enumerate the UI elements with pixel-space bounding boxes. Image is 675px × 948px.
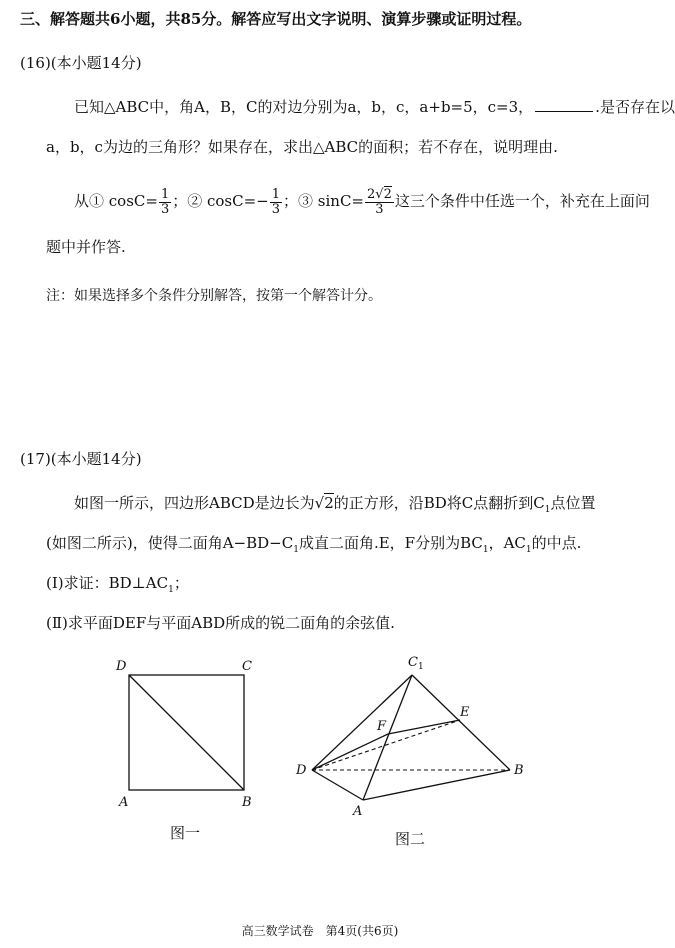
q17-line2-sub2: 1 xyxy=(482,545,489,555)
edge-ab xyxy=(363,770,510,800)
q17-line2-text-d: 的中点. xyxy=(531,534,582,552)
q17-line2-text-b: 成直二面角.E，F分别为BC xyxy=(298,534,483,552)
q16-note: 注：如果选择多个条件分别解答，按第一个解答计分。 xyxy=(46,288,382,304)
fig2-label-c1-sub: 1 xyxy=(417,662,424,672)
q16-line2: a，b，c为边的三角形？如果存在，求出△ABC的面积；若不存在，说明理由. xyxy=(46,138,558,156)
q16-frac3-num: 2√2 xyxy=(367,186,392,202)
q16-fraction-1 xyxy=(159,188,171,217)
q16-line4: 题中并作答. xyxy=(46,238,126,256)
q16-frac1-num: 1 xyxy=(160,186,170,202)
q17-line2-text-c: ，AC xyxy=(488,534,526,552)
q16-line1-text-b: .是否存在以 xyxy=(595,98,675,116)
fig1-label-b: B xyxy=(242,795,252,810)
fig2-label-c1 xyxy=(408,655,424,672)
q17-part1-sub: 1 xyxy=(168,585,174,595)
q17-line2-sub3: 1 xyxy=(525,545,532,555)
q16-line3 xyxy=(74,184,650,218)
figure-2-caption: 图二 xyxy=(395,830,426,848)
q16-frac3-coef: 2 xyxy=(367,186,376,202)
edge-fe xyxy=(388,720,460,734)
q16-fraction-2 xyxy=(270,188,282,217)
q17-part1 xyxy=(46,572,189,601)
q16-answer-blank xyxy=(535,97,593,112)
q16-frac2-den: 3 xyxy=(271,201,281,217)
fig2-label-d: D xyxy=(296,763,307,778)
q16-cond3-text: ；③ sinC= xyxy=(283,192,365,210)
fig2-label-a: A xyxy=(353,804,363,819)
q17-line2 xyxy=(46,532,581,561)
edge-da xyxy=(312,770,363,800)
diagonal-bd xyxy=(129,675,244,790)
q17-line1-sub: 1 xyxy=(544,505,551,515)
edge-bc1 xyxy=(412,675,510,770)
q17-header: (17)(本小题14分) xyxy=(20,450,142,468)
q17-part1-text-b: ； xyxy=(173,574,189,592)
q16-frac1-den: 3 xyxy=(160,201,170,217)
q16-frac2-num: 1 xyxy=(271,186,281,202)
figure-1-square xyxy=(108,652,268,812)
edge-ac1 xyxy=(363,675,412,800)
q16-line1 xyxy=(74,96,675,118)
q17-line1-text-a: 如图一所示，四边形ABCD是边长为 xyxy=(74,494,315,512)
figure-2-tetrahedron xyxy=(290,650,540,830)
q16-frac3-root: 2 xyxy=(383,186,392,202)
section-heading: 三、解答题共6小题，共85分。解答应写出文字说明、演算步骤或证明过程。 xyxy=(20,10,532,28)
q16-cond2-text: ；② cosC=− xyxy=(172,192,269,210)
q17-part1-text-a: (Ⅰ)求证：BD⊥AC xyxy=(46,574,169,592)
edge-dc1 xyxy=(312,675,412,770)
fig2-label-b: B xyxy=(514,763,524,778)
fig1-label-d: D xyxy=(116,659,127,674)
q16-header: (16)(本小题14分) xyxy=(20,54,142,72)
q17-line1-root: 2 xyxy=(324,494,334,512)
q16-line1-text-a: 已知△ABC中，角A，B，C的对边分别为a，b，c，a+b=5，c=3， xyxy=(74,98,534,116)
q16-cond1-text: 从① cosC= xyxy=(74,192,158,210)
fig2-label-e: E xyxy=(460,705,470,720)
q17-line1-text-c: 点位置 xyxy=(550,494,596,512)
q16-fraction-3 xyxy=(365,188,394,217)
q16-frac3-den: 3 xyxy=(375,201,384,217)
q17-part2: (Ⅱ)求平面DEF与平面ABD所成的锐二面角的余弦值. xyxy=(46,614,395,632)
q17-line2-sub: 1 xyxy=(293,545,299,555)
page-footer: 高三数学试卷 第4页(共6页) xyxy=(241,924,399,938)
q17-line2-text-a: (如图二所示)，使得二面角A−BD−C xyxy=(46,534,294,552)
fig2-label-f: F xyxy=(377,719,387,734)
fig1-label-c: C xyxy=(242,659,252,674)
fig2-label-c1-letter: C xyxy=(408,655,418,670)
fig1-label-a: A xyxy=(119,795,129,810)
q17-line1: 如图一所示，四边形ABCD是边长为√2的正方形，沿BD将C点翻折到$C_1$点位置 xyxy=(74,494,596,515)
figure-1-caption: 图一 xyxy=(170,824,201,842)
q17-line1-text-b: 的正方形，沿BD将C点翻折到C xyxy=(333,494,545,512)
q16-line3-suffix: 这三个条件中任选一个，补充在上面问 xyxy=(394,192,650,210)
